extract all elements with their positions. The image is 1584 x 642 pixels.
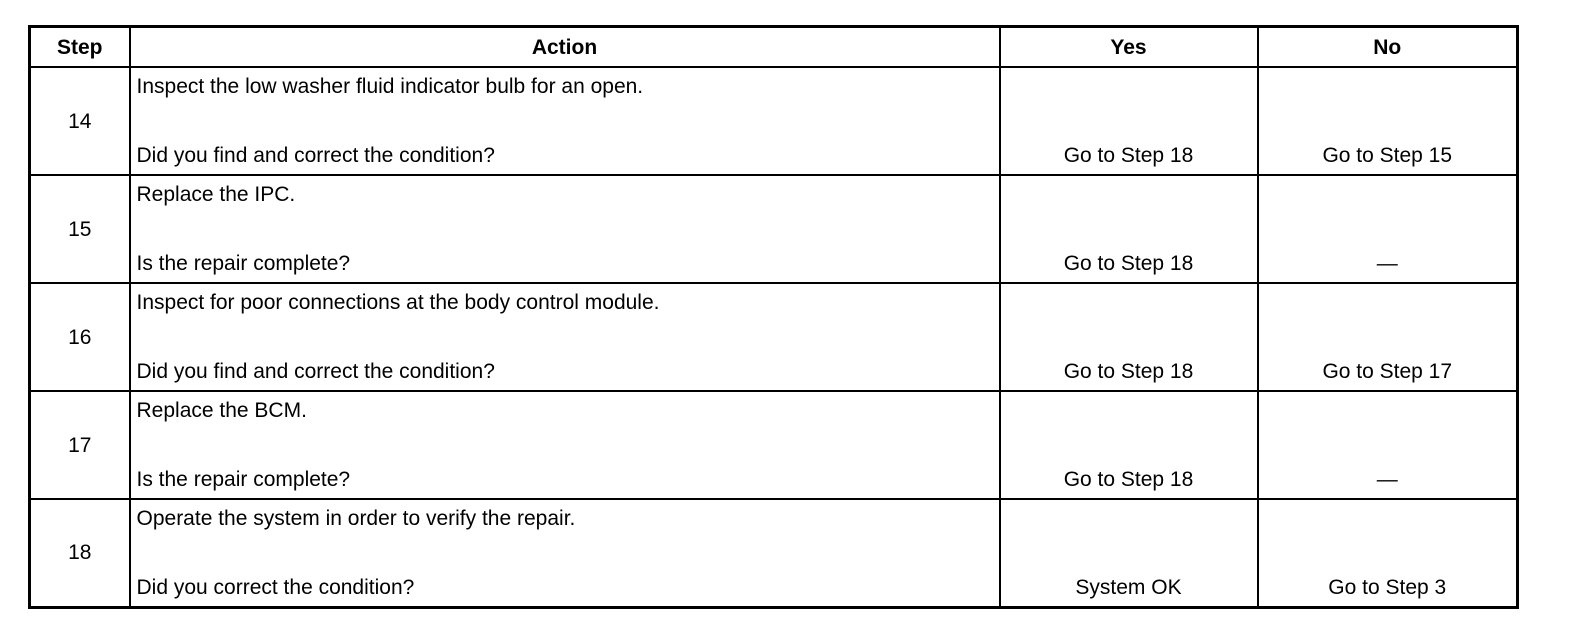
action-text: Inspect the low washer fluid indicator bulb for an open.: [136, 75, 644, 98]
yes-result: Go to Step 18: [1000, 175, 1258, 283]
table-row: [30, 499, 1518, 607]
table-row: [30, 283, 1518, 391]
question-text: Did you find and correct the condition?: [136, 144, 495, 167]
action-text: Operate the system in order to verify the repair.: [136, 507, 576, 530]
yes-result: System OK: [1000, 499, 1258, 607]
yes-result: Go to Step 18: [1000, 391, 1258, 499]
table-row: [30, 175, 1518, 283]
action-cell: [130, 499, 1000, 607]
action-text: Replace the BCM.: [136, 399, 307, 422]
table-row: [30, 67, 1518, 175]
step-number: 15: [30, 175, 130, 283]
question-text: Is the repair complete?: [136, 252, 351, 275]
question-text: Did you correct the condition?: [136, 575, 415, 599]
question-text: Is the repair complete?: [136, 468, 351, 491]
action-text: Inspect for poor connections at the body control module.: [136, 291, 660, 314]
step-number: 16: [30, 283, 130, 391]
header-row: [30, 27, 1518, 68]
step-number: 14: [30, 67, 130, 175]
no-result: —: [1258, 175, 1518, 283]
no-result: Go to Step 3: [1258, 499, 1518, 607]
step-number: 17: [30, 391, 130, 499]
header-yes: Yes: [1000, 27, 1258, 68]
yes-result: Go to Step 18: [1000, 67, 1258, 175]
yes-result: Go to Step 18: [1000, 283, 1258, 391]
no-result: —: [1258, 391, 1518, 499]
action-cell: [130, 67, 1000, 175]
question-text: Did you find and correct the condition?: [136, 360, 495, 383]
diagnostic-table: [28, 25, 1519, 609]
header-step: Step: [30, 27, 130, 68]
action-cell: [130, 283, 1000, 391]
header-no: No: [1258, 27, 1518, 68]
no-result: Go to Step 17: [1258, 283, 1518, 391]
action-cell: [130, 391, 1000, 499]
table-row: [30, 391, 1518, 499]
action-text: Replace the IPC.: [136, 183, 296, 206]
header-action: Action: [130, 27, 1000, 68]
action-cell: [130, 175, 1000, 283]
no-result: Go to Step 15: [1258, 67, 1518, 175]
step-number: 18: [30, 499, 130, 607]
